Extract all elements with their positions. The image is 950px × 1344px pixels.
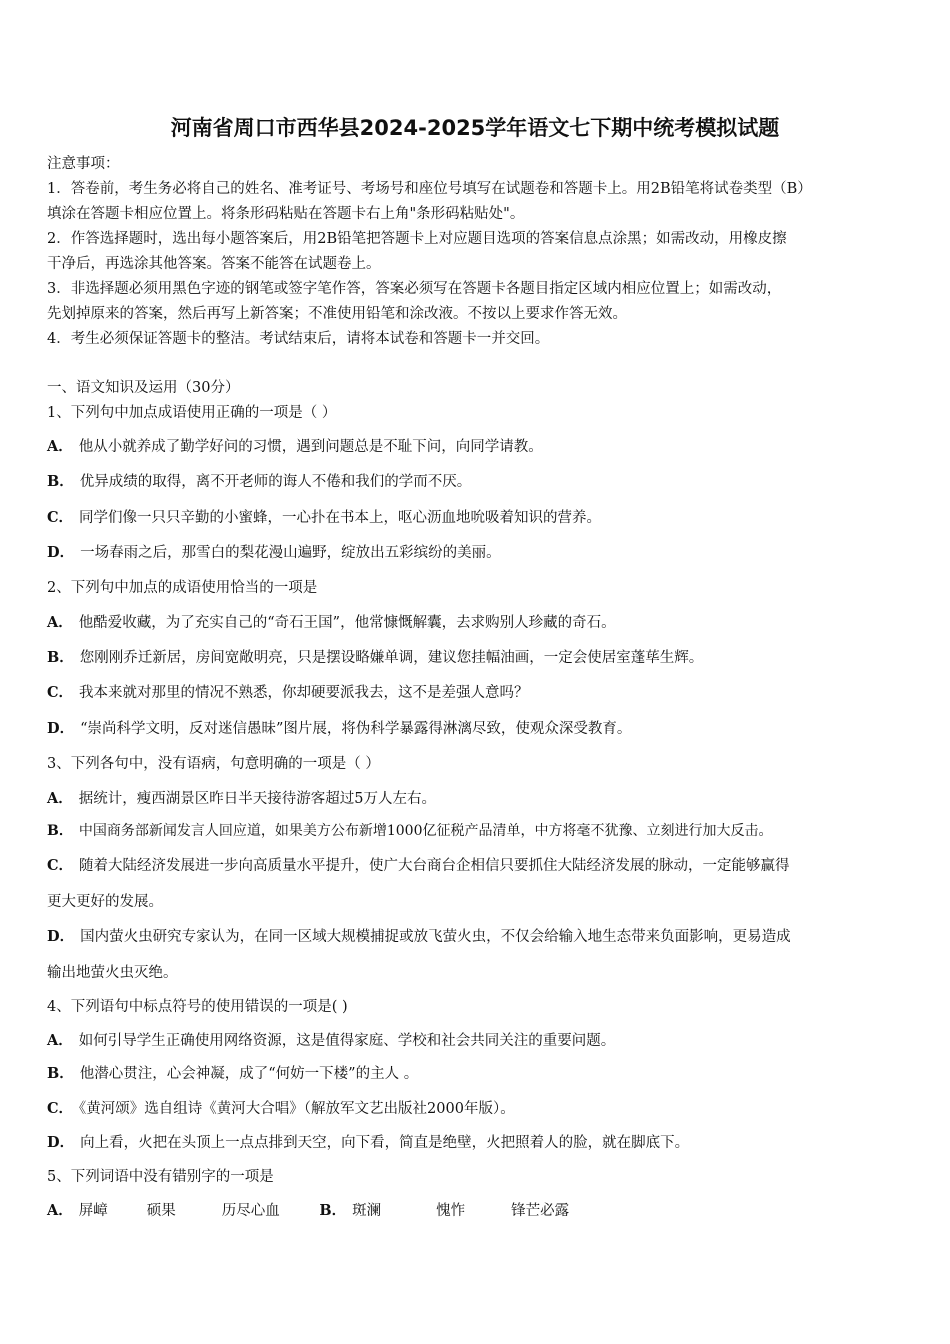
option-text: 他酷爱收藏，为了充实自己的“奇石王国”，他常慷慨解囊，去求购别人珍藏的奇石。: [78, 615, 616, 631]
option-a: [47, 435, 543, 456]
notice-line: 3．非选择题必须用黑色字迹的钢笔或签字笔作答，答案必须写在答题卡各题目指定区域内相应位置上；如需改动，: [47, 281, 782, 297]
question-stem: 4、下列语句中标点符号的使用错误的一项是( ): [47, 999, 348, 1015]
question-stem: 3、下列各句中，没有语病，句意明确的一项是（ ）: [47, 756, 380, 772]
option-text: 一场春雨之后，那雪白的梨花漫山遍野，绽放出五彩缤纷的美丽。: [80, 545, 501, 561]
option-label: A．: [47, 438, 73, 455]
option-d-continued: 输出地萤火虫灭绝。: [47, 965, 178, 981]
page-title: 河南省周口市西华县2024-2025学年语文七下期中统考模拟试题: [170, 116, 780, 140]
option-b: [47, 820, 772, 840]
question-stem: 2、下列句中加点的成语使用恰当的一项是: [47, 580, 318, 596]
option-a: [47, 1029, 615, 1050]
option-a: [47, 787, 436, 808]
option-label: D．: [47, 928, 75, 945]
option-label: C．: [47, 684, 74, 701]
option-label: C．: [47, 1100, 74, 1117]
option-label: C．: [47, 509, 74, 526]
option-word: 历尽心血: [221, 1203, 280, 1219]
notice-line: 填涂在答题卡相应位置上。将条形码粘贴在答题卡右上角"条形码粘贴处"。: [47, 206, 525, 222]
notice-line: 2．作答选择题时，选出每小题答案后，用2B铅笔把答题卡上对应题目选项的答案信息点涂黑；如需改动，用橡皮擦: [47, 231, 787, 247]
option-b: [47, 646, 703, 667]
option-label: D．: [47, 1134, 75, 1151]
notice-line: 干净后，再选涂其他答案。答案不能答在试题卷上。: [47, 256, 381, 272]
option-d: [47, 717, 631, 738]
option-label: A．: [47, 1202, 73, 1219]
option-text: 向上看，火把在头顶上一点点排到天空，向下看，简直是绝壁，火把照着人的脸，就在脚底下。: [80, 1135, 690, 1151]
option-d: [47, 541, 501, 562]
option-c: [47, 506, 601, 527]
option-text: 据统计，瘦西湖景区昨日半天接待游客超过5万人左右。: [78, 791, 436, 807]
option-text: 我本来就对那里的情况不熟悉，你却硬要派我去，这不是差强人意吗？: [79, 685, 529, 701]
option-text: 随着大陆经济发展进一步向高质量水平提升，使广大台商台企相信只要抓住大陆经济发展的脉动，一定能够赢得: [79, 858, 790, 874]
option-word: 锋芒必露: [511, 1203, 570, 1219]
option-label: D．: [47, 720, 75, 737]
option-word: 硕果: [146, 1203, 176, 1219]
option-b: [47, 470, 471, 491]
option-text: 中国商务部新闻发言人回应道，如果美方公布新增1000亿征税产品清单，中方将毫不犹豫、立刻进行加大反击。: [78, 823, 773, 839]
option-label: B．: [47, 649, 74, 666]
option-text: 《黄河颂》选自组诗《黄河大合唱》（解放军文艺出版社2000年版）。: [79, 1101, 515, 1117]
option-text: “崇尚科学文明，反对迷信愚昧”图片展，将伪科学暴露得淋漓尽致，使观众深受教育。: [80, 721, 632, 737]
option-label: A．: [47, 790, 73, 807]
option-text: 同学们像一只只辛勤的小蜜蜂，一心扑在书本上，呕心沥血地吮吸着知识的营养。: [79, 510, 602, 526]
option-text: 他潜心贯注，心会神凝，成了“何妨一下楼”的主人 。: [79, 1066, 419, 1082]
option-word: 斑澜: [352, 1203, 382, 1219]
notice-heading: 注意事项：: [47, 156, 120, 172]
option-word: 愧怍: [436, 1203, 466, 1219]
option-text: 他从小就养成了勤学好问的习惯，遇到问题总是不耻下问，向同学请教。: [78, 439, 543, 455]
notice-line: 先划掉原来的答案，然后再写上新答案；不准使用铅笔和涂改液。不按以上要求作答无效。: [47, 306, 627, 322]
option-label: D．: [47, 544, 75, 561]
option-c: [47, 681, 529, 702]
option-label: B．: [47, 473, 74, 490]
notice-line: 4．考生必须保证答题卡的整洁。考试结束后，请将本试卷和答题卡一并交回。: [47, 331, 550, 347]
option-label: A．: [47, 614, 73, 631]
option-row: [47, 1199, 569, 1220]
option-c: [47, 1097, 515, 1118]
option-label: C．: [47, 857, 74, 874]
option-d: [47, 925, 791, 946]
question-stem: 5、下列词语中没有错别字的一项是: [47, 1169, 274, 1185]
option-text: 优异成绩的取得，离不开老师的诲人不倦和我们的学而不厌。: [79, 474, 472, 490]
option-label: B．: [47, 823, 73, 839]
question-stem: 1、下列句中加点成语使用正确的一项是（ ）: [47, 405, 337, 421]
option-word: 屏嶂: [78, 1203, 108, 1219]
option-c-continued: 更大更好的发展。: [47, 894, 163, 910]
notice-line: 1．答卷前，考生务必将自己的姓名、准考证号、考场号和座位号填写在试题卷和答题卡上。用2B铅笔将试卷类型（B）: [47, 181, 812, 197]
option-a: [47, 611, 616, 632]
option-text: 国内萤火虫研究专家认为，在同一区域大规模捕捉或放飞萤火虫，不仅会给输入地生态带来负面影响，更易造成: [80, 929, 791, 945]
option-label: A．: [47, 1032, 73, 1049]
option-text: 您刚刚乔迁新居，房间宽敞明亮，只是摆设略嫌单调，建议您挂幅油画，一定会使居室蓬荜生辉。: [79, 650, 704, 666]
section-heading: 一、语文知识及运用（30分）: [47, 380, 240, 396]
option-text: 如何引导学生正确使用网络资源，这是值得家庭、学校和社会共同关注的重要问题。: [78, 1033, 616, 1049]
option-b: [47, 1062, 418, 1083]
option-label: B．: [319, 1202, 347, 1219]
option-label: B．: [47, 1065, 74, 1082]
option-c: [47, 854, 790, 875]
option-d: [47, 1131, 689, 1152]
